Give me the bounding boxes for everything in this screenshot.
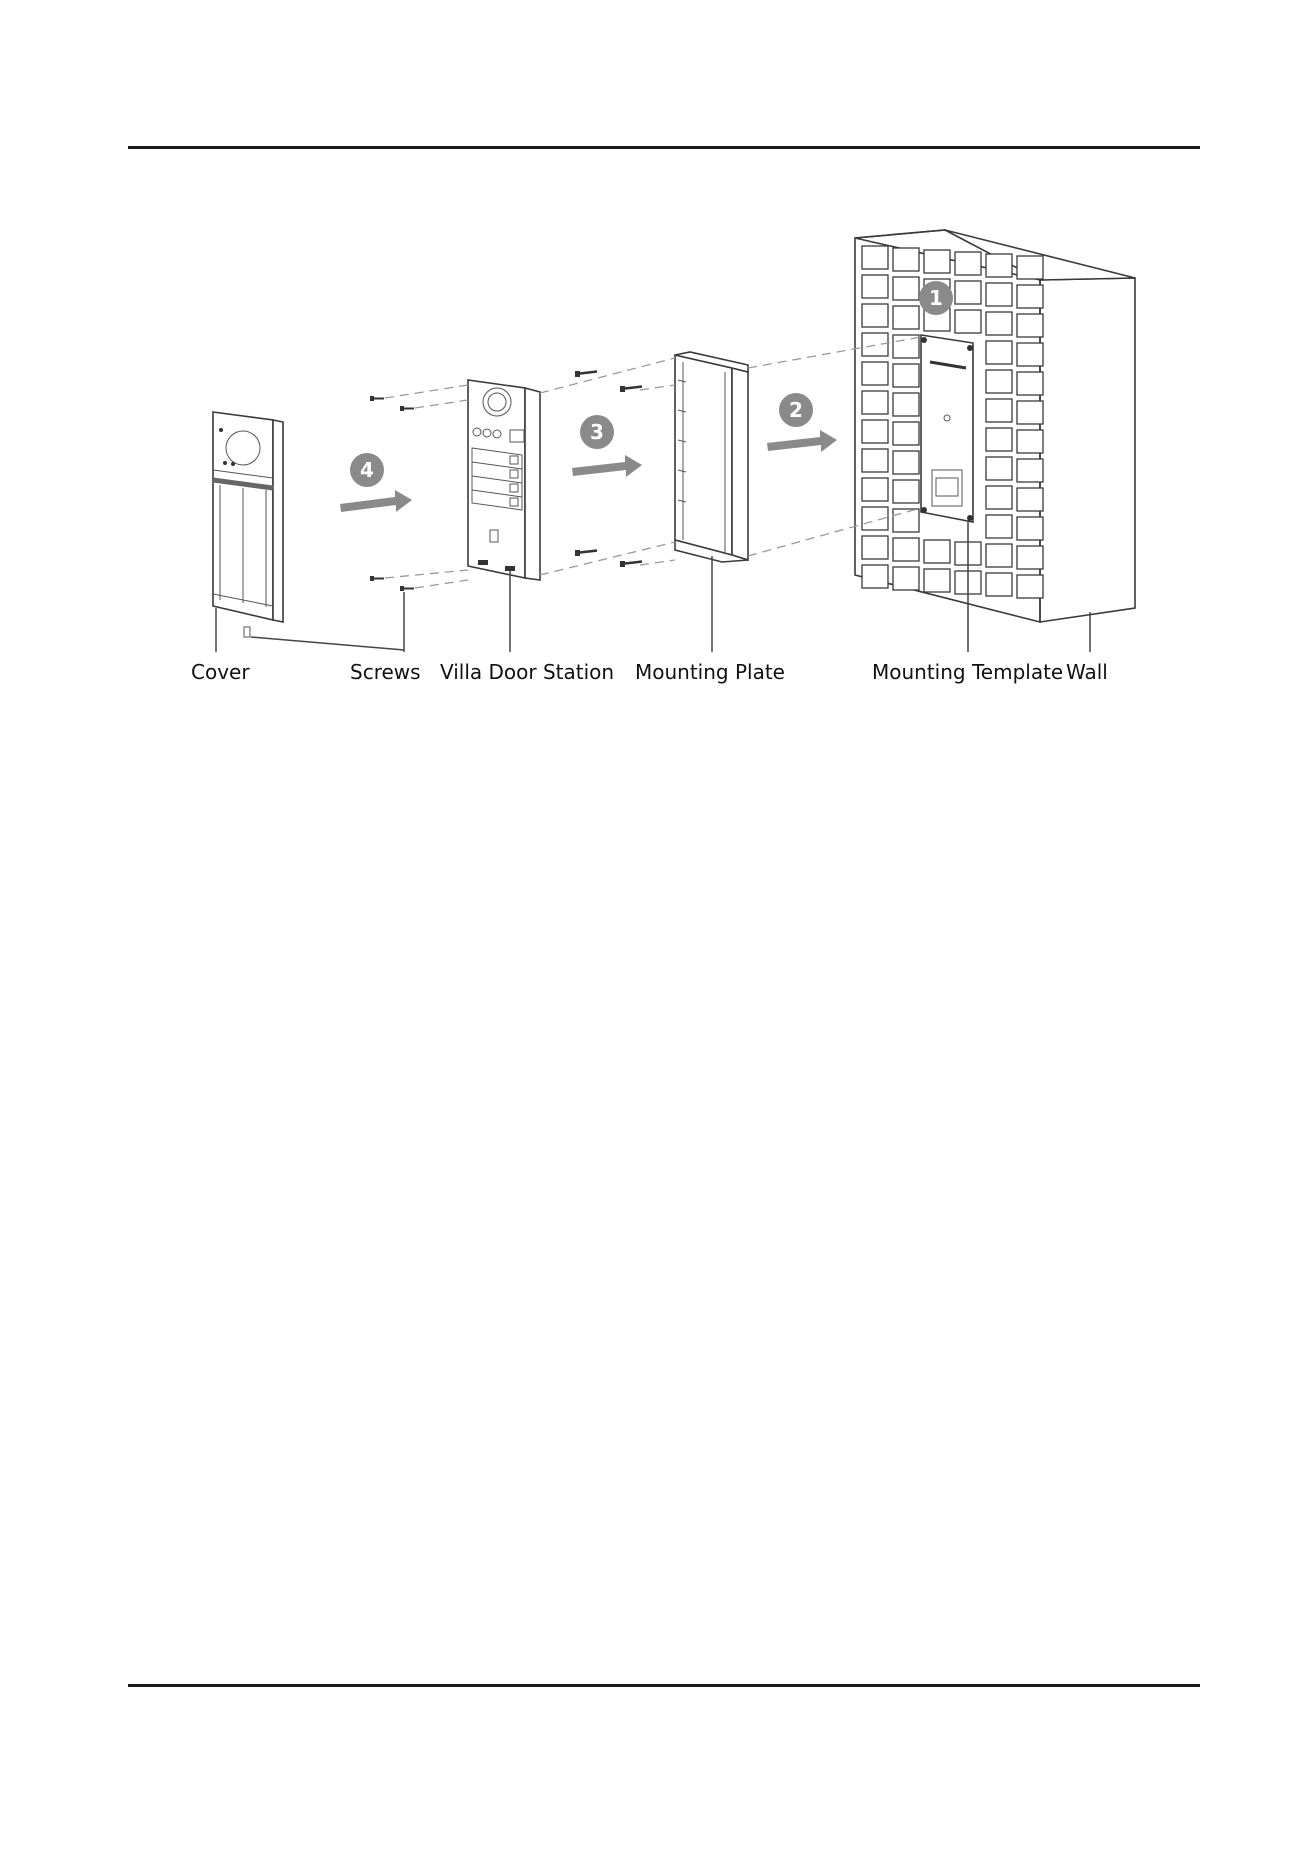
cover	[213, 412, 283, 637]
villa-door-station	[468, 380, 540, 580]
label-wall: Wall	[1066, 660, 1108, 684]
wall-brick	[893, 509, 919, 532]
wall-brick	[893, 422, 919, 445]
wall-brick	[862, 275, 888, 298]
wall-brick	[986, 341, 1012, 364]
wall-brick	[1017, 430, 1043, 453]
wall-brick	[893, 451, 919, 474]
wall-brick	[1017, 401, 1043, 424]
wall-brick	[924, 569, 950, 592]
wall-brick	[1017, 343, 1043, 366]
wall-brick	[955, 281, 981, 304]
footer-rule	[128, 1684, 1200, 1687]
wall-brick	[893, 538, 919, 561]
wall-brick	[1017, 488, 1043, 511]
wall-brick	[924, 540, 950, 563]
wall-brick	[986, 457, 1012, 480]
wall-brick	[986, 428, 1012, 451]
wall-brick	[1017, 314, 1043, 337]
wall-brick	[862, 449, 888, 472]
step-badge-2	[779, 393, 813, 427]
wall-brick	[862, 246, 888, 269]
wall-brick	[893, 567, 919, 590]
wall-brick	[986, 544, 1012, 567]
label-mounting-plate: Mounting Plate	[635, 660, 785, 684]
label-mounting-template: Mounting Template	[872, 660, 1064, 684]
mounting-template	[921, 335, 973, 522]
wall-brick	[862, 333, 888, 356]
wall-brick	[986, 486, 1012, 509]
wall-brick	[1017, 256, 1043, 279]
wall-brick	[986, 254, 1012, 277]
svg-text:4: 4	[360, 458, 374, 482]
step-badge-3	[580, 415, 614, 449]
wall-brick	[893, 306, 919, 329]
wall-brick	[955, 310, 981, 333]
svg-text:1: 1	[929, 286, 943, 310]
wall-brick	[893, 277, 919, 300]
wall-brick	[1017, 459, 1043, 482]
step-4-arrow	[340, 490, 412, 512]
wall-brick	[893, 248, 919, 271]
step-badge-4	[350, 453, 384, 487]
step-badge-1	[919, 281, 953, 315]
wall-brick	[1017, 546, 1043, 569]
svg-text:2: 2	[789, 398, 803, 422]
wall-brick	[1017, 285, 1043, 308]
wall-brick	[862, 420, 888, 443]
wall-brick	[986, 515, 1012, 538]
wall-brick	[1017, 372, 1043, 395]
wall-brick	[862, 536, 888, 559]
wall-brick	[893, 480, 919, 503]
wall-brick	[862, 304, 888, 327]
wall-brick	[1017, 575, 1043, 598]
wall-brick	[924, 250, 950, 273]
wall-brick	[862, 478, 888, 501]
wall-brick	[893, 364, 919, 387]
wall-brick	[986, 312, 1012, 335]
step-3-arrow	[572, 455, 642, 477]
wall-brick	[986, 573, 1012, 596]
wall-brick	[986, 283, 1012, 306]
alignment-lines	[385, 337, 921, 588]
wall-brick	[1017, 517, 1043, 540]
wall-brick	[986, 370, 1012, 393]
wall-brick	[893, 393, 919, 416]
step-2-arrow	[767, 430, 837, 452]
label-screws: Screws	[350, 660, 421, 684]
wall-brick	[862, 391, 888, 414]
wall-brick	[986, 399, 1012, 422]
svg-text:3: 3	[590, 420, 604, 444]
mounting-plate	[675, 352, 748, 562]
wall-brick	[955, 252, 981, 275]
wall	[855, 230, 1135, 622]
wall-brick	[862, 362, 888, 385]
label-villa-door-station: Villa Door Station	[440, 660, 615, 684]
label-cover: Cover	[191, 660, 250, 684]
wall-brick	[862, 565, 888, 588]
